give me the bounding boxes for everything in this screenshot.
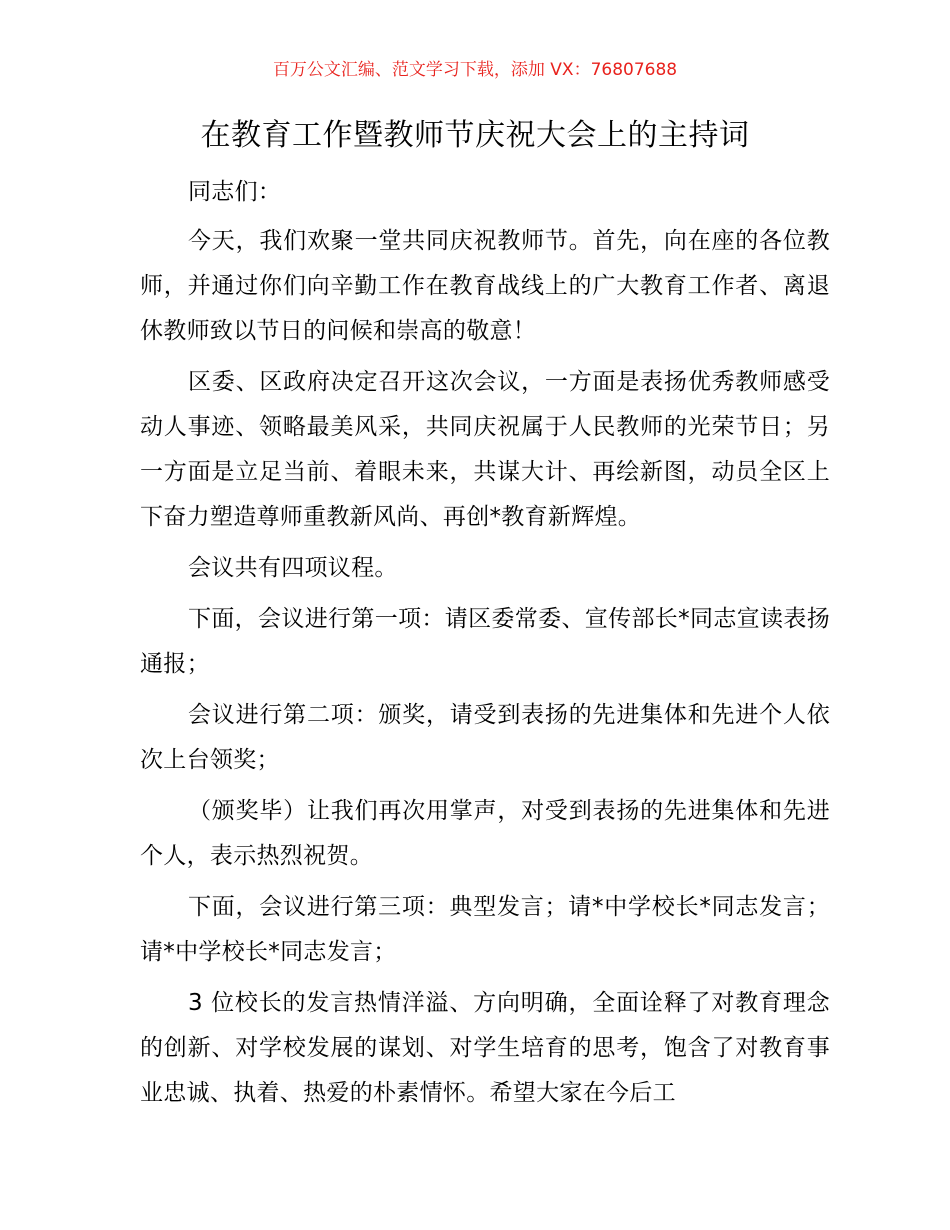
paragraph-8: 3 位校长的发言热情洋溢、方向明确，全面诠释了对教育理念的创新、对学校发展的谋划、对学生培育的思考，饱含了对教育事业忠诚、执着、热爱的朴素情怀。希望大家在今后工 (140, 990, 830, 1106)
download-note-header: 百万公文汇编、范文学习下载，添加 VX：76807688 (272, 60, 678, 80)
salutation: 同志们： (188, 179, 282, 205)
paragraph-2: 区委、区政府决定召开这次会议，一方面是表扬优秀教师感受动人事迹、领略最美风采，共同庆祝属于人民教师的光荣节日；另一方面是立足当前、着眼未来，共谋大计、再绘新图，动员全区上下奋力塑造尊师重教新风尚、再创*教育新辉煌。 (140, 369, 830, 530)
document-body (140, 170, 830, 1122)
document-title: 在教育工作暨教师节庆祝大会上的主持词 (200, 118, 750, 153)
paragraph-4: 下面，会议进行第一项：请区委常委、宣传部长*同志宣读表扬通报； (140, 606, 830, 677)
paragraph-6: （颁奖毕）让我们再次用掌声，对受到表扬的先进集体和先进个人，表示热烈祝贺。 (140, 798, 830, 869)
paragraph-7: 下面，会议进行第三项：典型发言；请*中学校长*同志发言；请*中学校长*同志发言； (140, 894, 830, 965)
paragraph-5: 会议进行第二项：颁奖，请受到表扬的先进集体和先进个人依次上台领奖； (140, 702, 830, 773)
paragraph-3: 会议共有四项议程。 (188, 555, 398, 581)
paragraph-1: 今天，我们欢聚一堂共同庆祝教师节。首先，向在座的各位教师，并通过你们向辛勤工作在教育战线上的广大教育工作者、离退休教师致以节日的问候和崇高的敬意！ (140, 228, 830, 344)
